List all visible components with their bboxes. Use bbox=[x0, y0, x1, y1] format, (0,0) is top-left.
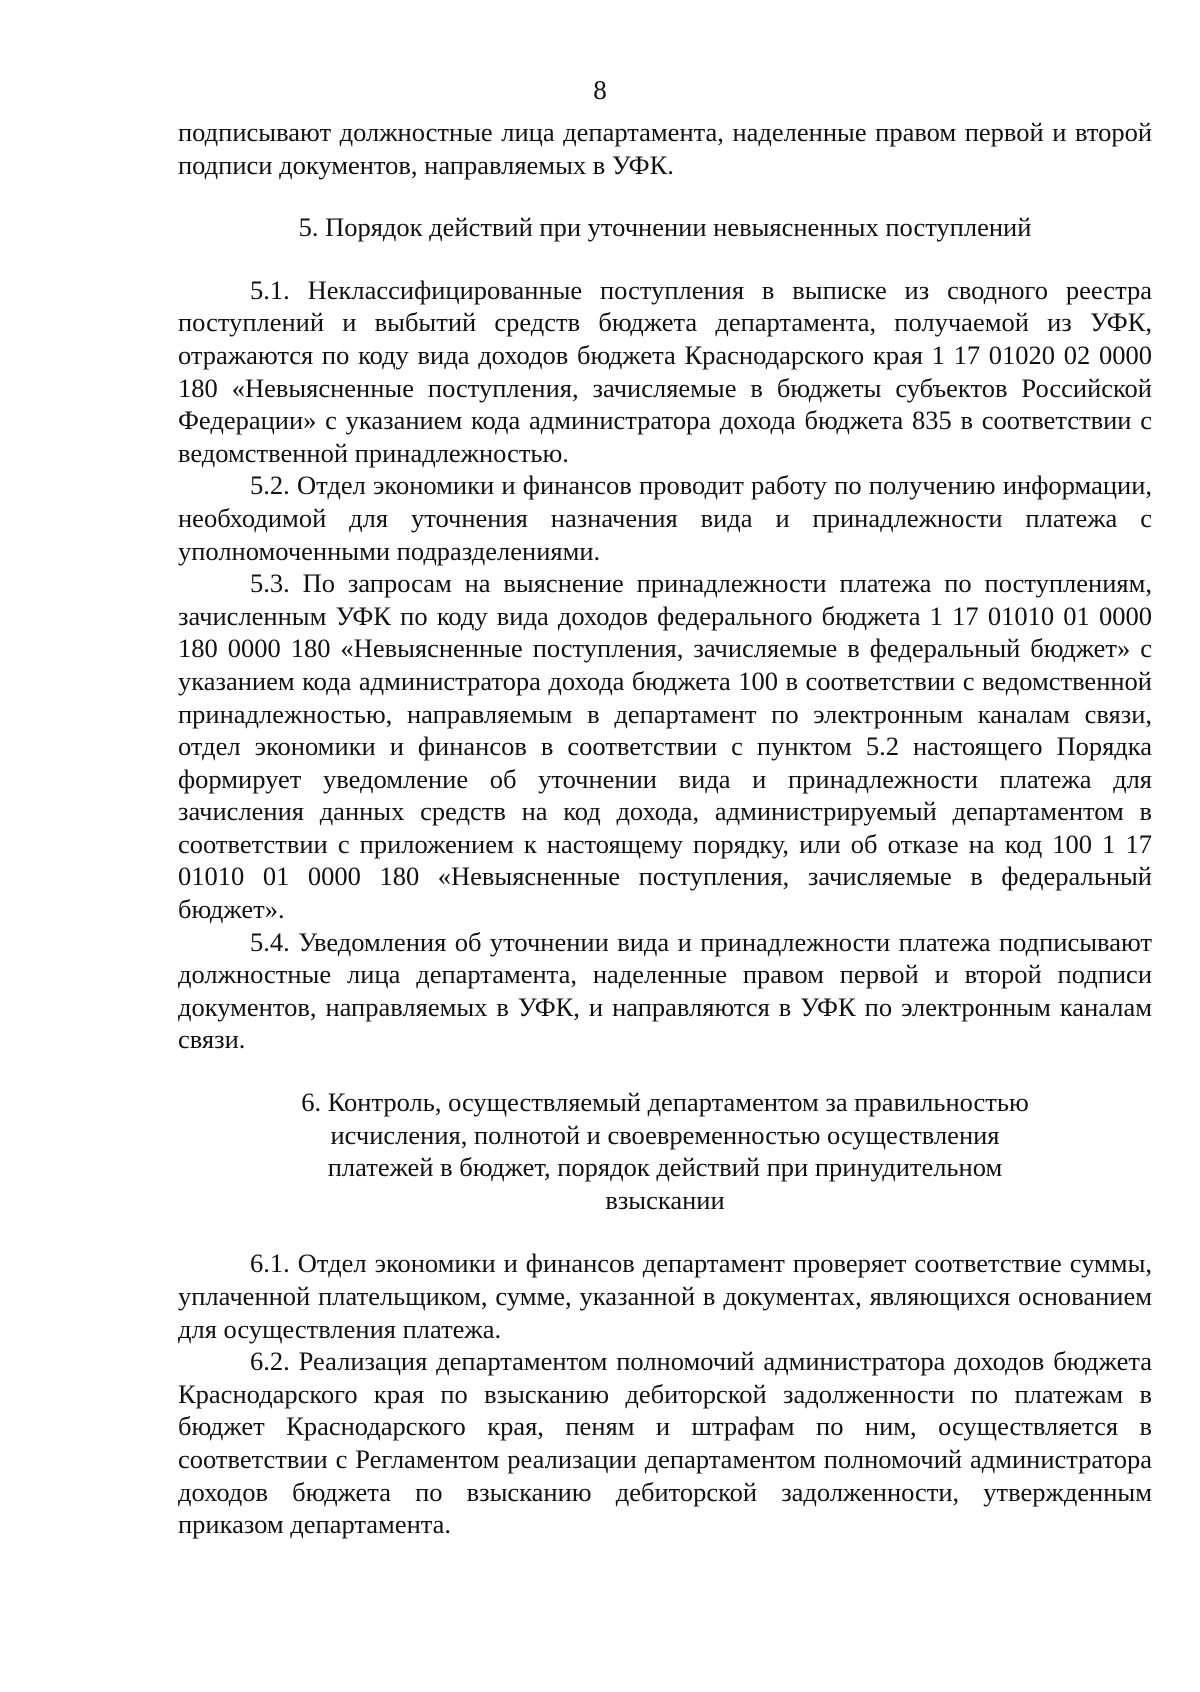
document-body bbox=[178, 116, 1152, 1541]
paragraph-5-1: 5.1. Неклассифицированные поступления в выписке из сводного реестра поступлений и выбытий средств бюджета департамента, получаемой из УФК, отражаются по коду вида доходов бюджета Краснодарского края 1 17 01020 02 0000 180 «Невыясненные поступления, зачисляемые в бюджеты субъектов Российской Федерации» с указанием кода администратора дохода бюджета 835 в соответствии с ведомственной принадлежностью. bbox=[178, 274, 1152, 468]
paragraph-6-1: 6.1. Отдел экономики и финансов департамент проверяет соответствие суммы, уплаченной плательщиком, сумме, указанной в документах, являющихся основанием для осуществления платежа. bbox=[178, 1248, 1152, 1344]
section-5-heading: 5. Порядок действий при уточнении невыясненных поступлений bbox=[298, 212, 1032, 243]
section-6-heading: 6. Контроль, осуществляемый департаментом за правильностью исчисления, полнотой и своевременностью осуществления платежей в бюджет, порядок действий при принудительном взыскании bbox=[301, 1087, 1029, 1215]
paragraph-5-3: 5.3. По запросам на выяснение принадлежности платежа по поступлениям, зачисленным УФК по коду вида доходов федерального бюджета 1 17 01010 01 0000 180 0000 180 «Невыясненные поступления, зачисляемые в федеральный бюджет» с указанием кода администратора дохода бюджета 100 в соответствии с ведомственной принадлежностью, направляемым в департамент по электронным каналам связи, отдел экономики и финансов в соответствии с пунктом 5.2 настоящего Порядка формирует уведомление об уточнении вида и принадлежности платежа для зачисления данных средств на код дохода, администрируемый департаментом в соответствии с приложением к настоящему порядку, или об отказе на код 100 1 17 01010 01 0000 180 «Невыясненные поступления, зачисляемые в федеральный бюджет». bbox=[178, 568, 1152, 925]
paragraph-6-2: 6.2. Реализация департаментом полномочий администратора доходов бюджета Краснодарского края по взысканию дебиторской задолженности по платежам в бюджет Краснодарского края, пеням и штрафам по ним, осуществляется в соответствии с Регламентом реализации департаментом полномочий администратора доходов бюджета по взысканию дебиторской задолженности, утвержденным приказом департамента. bbox=[178, 1346, 1152, 1540]
paragraph-5-2: 5.2. Отдел экономики и финансов проводит работу по получению информации, необходимой для уточнения назначения вида и принадлежности платежа с уполномоченными подразделениями. bbox=[178, 470, 1152, 566]
page-number: 8 bbox=[593, 75, 607, 105]
carryover-paragraph: подписывают должностные лица департамента, наделенные правом первой и второй подписи документов, направляемых в УФК. bbox=[178, 117, 1152, 180]
paragraph-5-4: 5.4. Уведомления об уточнении вида и принадлежности платежа подписывают должностные лица департамента, наделенные правом первой и второй подписи документов, направляемых в УФК, и направляются в УФК по электронным каналам связи. bbox=[178, 926, 1152, 1055]
